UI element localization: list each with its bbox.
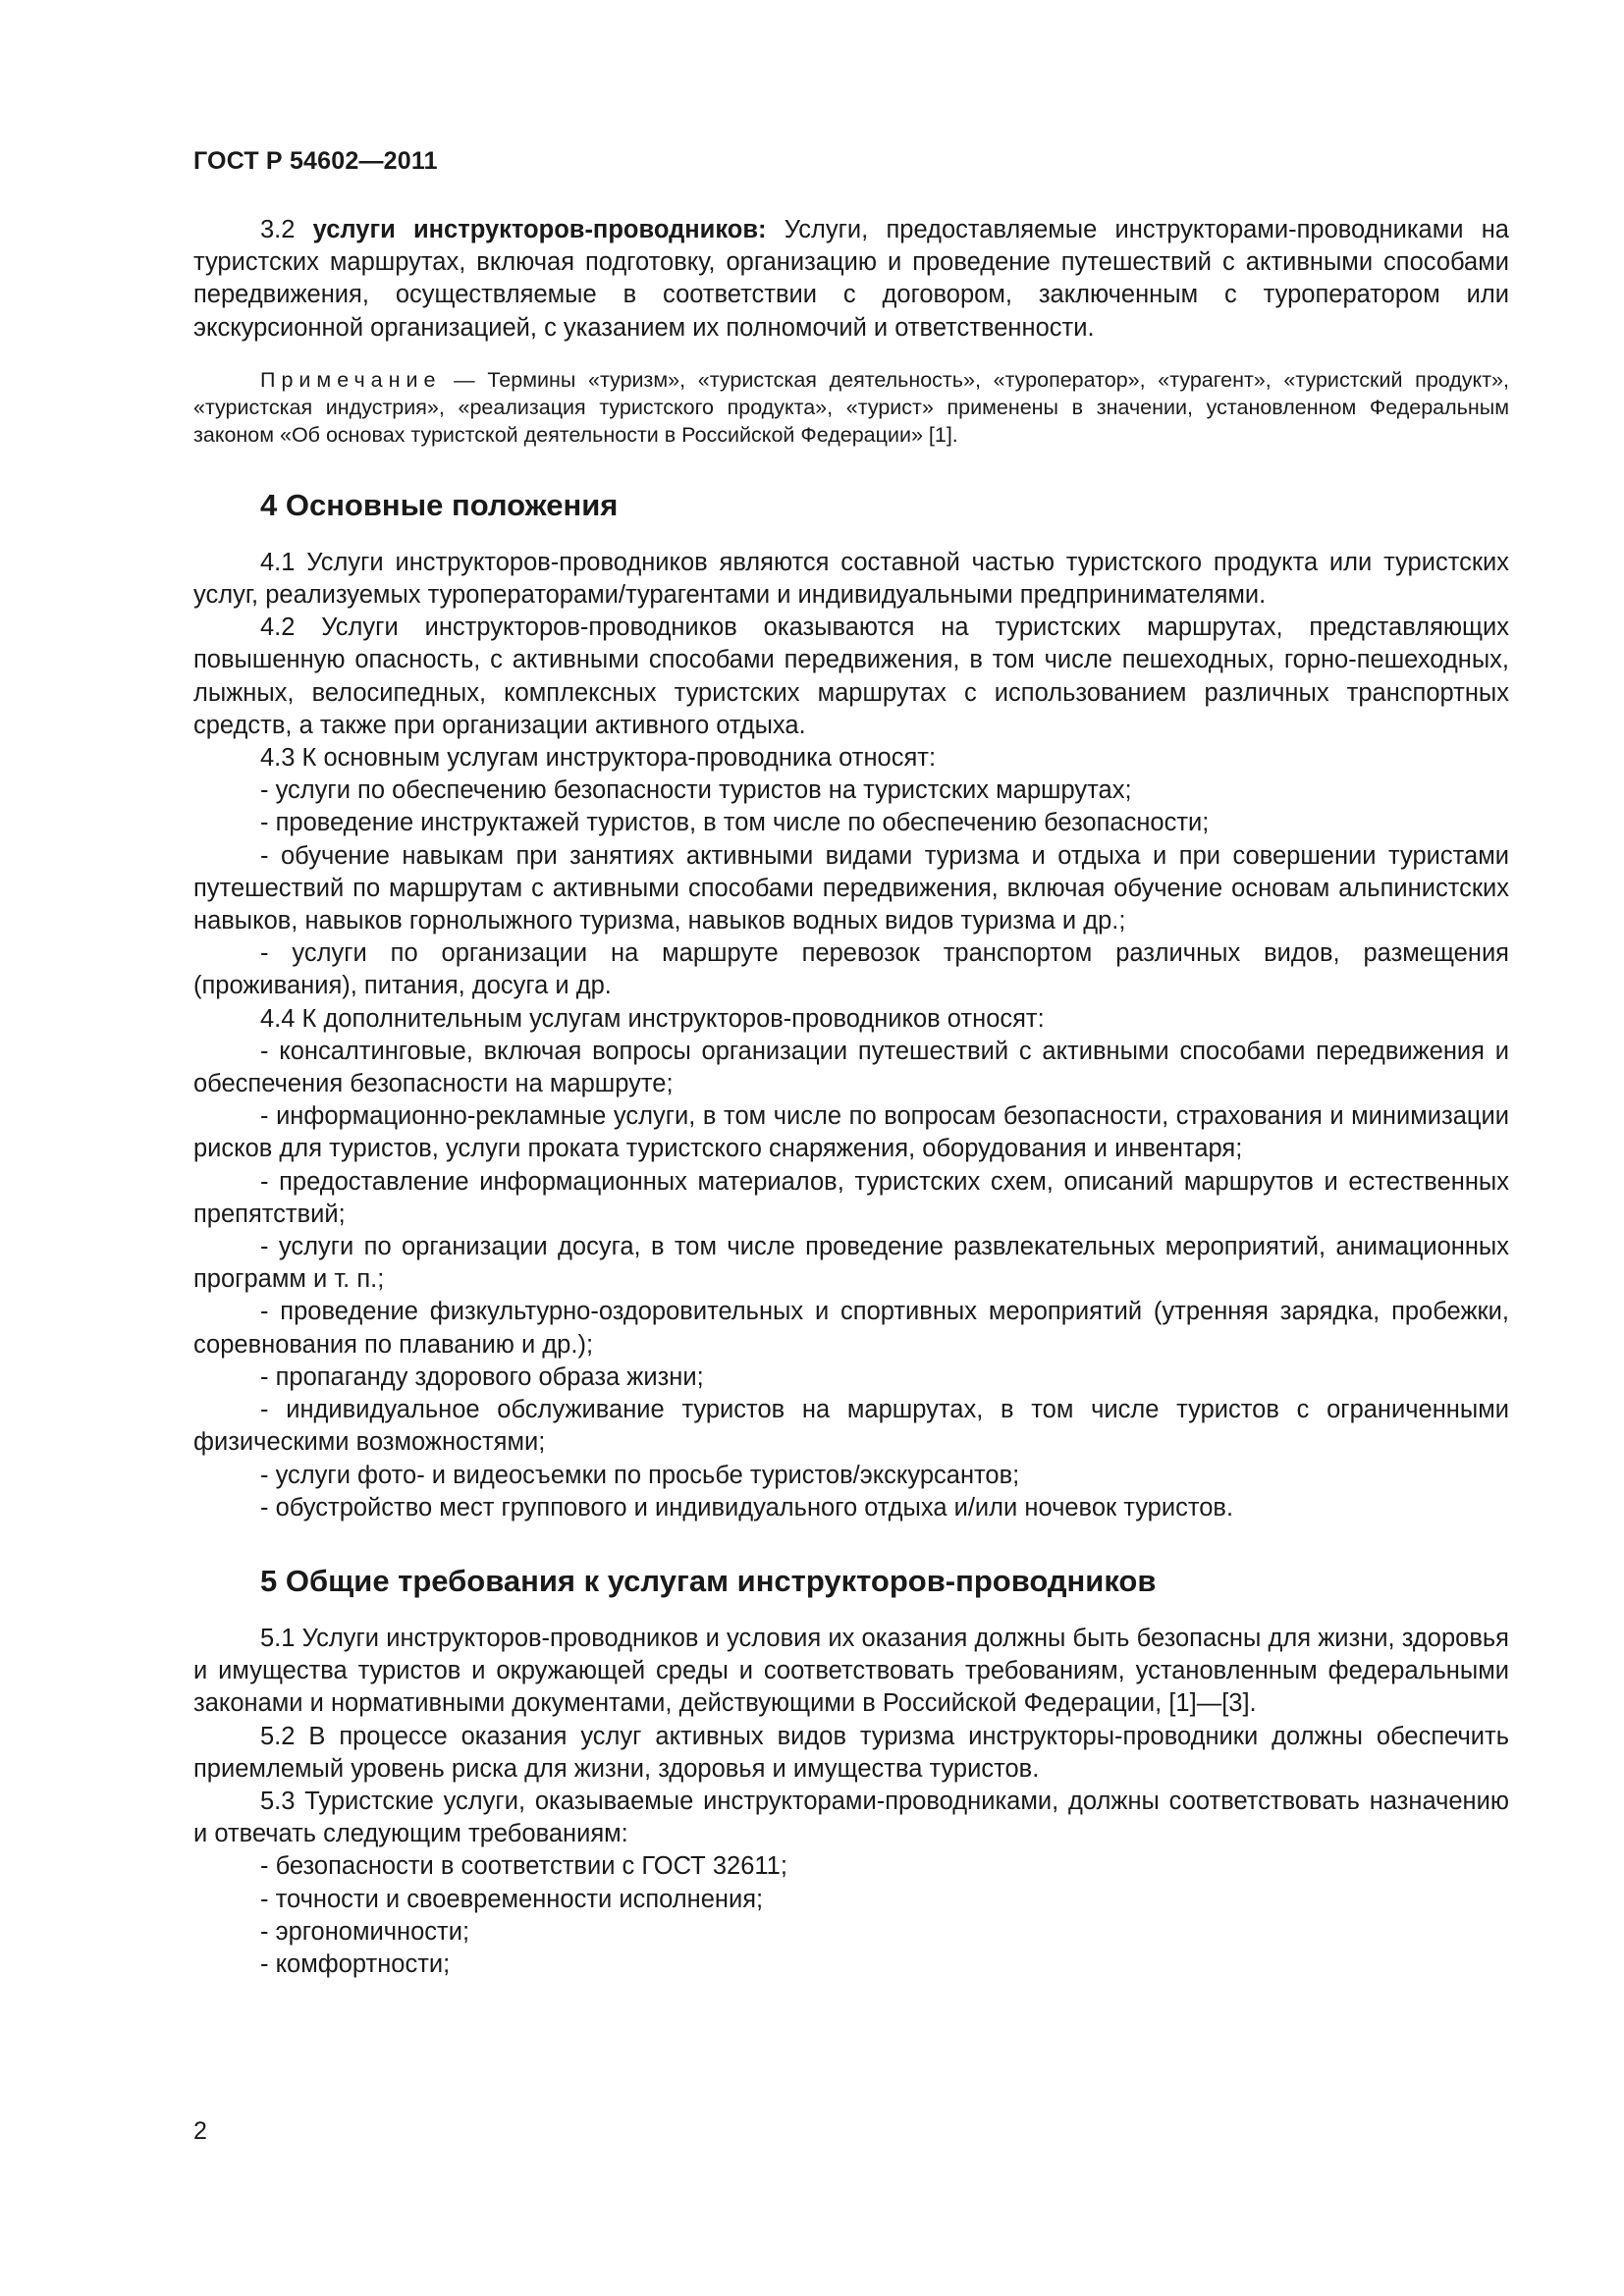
list-item: - услуги по организации на маршруте перевозок транспортом различных видов, размещения (проживания), питания, досуга и др. — [193, 939, 1509, 1000]
list-item: - услуги по организации досуга, в том числе проведение развлекательных мероприятий, анимационных программ и т. п.; — [193, 1233, 1509, 1294]
list-item: - безопасности в соответствии с ГОСТ 32611; — [260, 1852, 787, 1881]
section-5-title: 5 Общие требования к услугам инструкторов-проводников — [260, 1563, 1157, 1598]
page-body — [193, 214, 1509, 1981]
list-item: - предоставление информационных материалов, туристских схем, описаний маршрутов и естественных препятствий; — [193, 1167, 1509, 1228]
section-4-title: 4 Основные положения — [260, 487, 619, 522]
note-text: — Термины «туризм», «туристская деятельность», «туроператор», «турагент», «туристский продукт», «туристская индустрия», «реализация туристского продукта», «турист» применены в значении, установленном Федеральным законом «Об основах туристской деятельности в Российской Федерации» [1]. — [193, 367, 1509, 447]
list-item: - консалтинговые, включая вопросы организации путешествий с активными способами передвижения и обеспечения безопасности на маршруте; — [193, 1037, 1509, 1098]
document-code: ГОСТ Р 54602—2011 — [193, 147, 438, 175]
clause-term: услуги инструкторов-проводников: — [312, 216, 767, 243]
paragraph-4-1: 4.1 Услуги инструкторов-проводников являются составной частью туристского продукта или туристских услуг, реализуемых туроператорами/турагентами и индивидуальными предпринимателями. — [193, 548, 1509, 610]
page-number: 2 — [193, 2117, 207, 2145]
clause-definition: Услуги, предоставляемые инструкторами-проводниками на туристских маршрутах, включая подготовку, организацию и проведение путешествий с активными способами передвижения, осуществляемые в соответствии с договором, заключенным с туроператором или экскурсионной организацией, с указанием их полномочий и ответственности. — [193, 216, 1509, 342]
paragraph-4-3: 4.3 К основным услугам инструктора-проводника относят: — [260, 744, 937, 773]
paragraph-5-2: 5.2 В процессе оказания услуг активных видов туризма инструкторы-проводники должны обеспечить приемлемый уровень риска для жизни, здоровья и имущества туристов. — [193, 1722, 1509, 1783]
list-item: - услуги по обеспечению безопасности туристов на туристских маршрутах; — [260, 776, 1132, 805]
paragraph-5-1: 5.1 Услуги инструкторов-проводников и условия их оказания должны быть безопасны для жизни, здоровья и имущества туристов и окружающей среды и соответствовать требованиям, установленным федеральными законами и нормативными документами, действующими в Российской Федерации, [1]—[3]. — [193, 1624, 1509, 1718]
list-item: - обустройство мест группового и индивидуального отдыха и/или ночевок туристов. — [260, 1493, 1234, 1522]
clause-3-2 — [193, 214, 1509, 345]
list-item: - проведение физкультурно-оздоровительных и спортивных мероприятий (утренняя зарядка, пробежки, соревнования по плаванию и др.); — [193, 1298, 1509, 1359]
paragraph-4-2: 4.2 Услуги инструкторов-проводников оказываются на туристских маршрутах, представляющих повышенную опасность, с активными способами передвижения, в том числе пешеходных, горно-пешеходных, лыжных, велосипедных, комплексных туристских маршрутах с использованием различных транспортных средств, а также при организации активного отдыха. — [193, 614, 1509, 739]
list-item: - информационно-рекламные услуги, в том числе по вопросам безопасности, страхования и минимизации рисков для туристов, услуги проката туристского снаряжения, оборудования и инвентаря; — [193, 1102, 1509, 1163]
list-item: - обучение навыкам при занятиях активными видами туризма и отдыха и при совершении туристами путешествий по маршрутам с активными способами передвижения, включая обучение основам альпинистских навыков, навыков горнолыжного туризма, навыков водных видов туризма и др.; — [193, 841, 1509, 935]
list-item: - услуги фото- и видеосъемки по просьбе туристов/экскурсантов; — [260, 1461, 1020, 1489]
list-item: - эргономичности; — [260, 1917, 470, 1946]
list-item: - комфортности; — [260, 1949, 451, 1978]
paragraph-5-3: 5.3 Туристские услуги, оказываемые инструкторами-проводниками, должны соответствовать назначению и отвечать следующим требованиям: — [193, 1787, 1509, 1848]
list-item: - проведение инструктажей туристов, в том числе по обеспечению безопасности; — [260, 809, 1210, 837]
list-item: - пропаганду здорового образа жизни; — [260, 1362, 704, 1391]
list-item: - индивидуальное обслуживание туристов на маршрутах, в том числе туристов с ограниченными физическими возможностями; — [193, 1396, 1509, 1457]
clause-number: 3.2 — [260, 216, 296, 243]
note — [193, 366, 1509, 449]
note-label: Примечание — [260, 367, 442, 392]
paragraph-4-4: 4.4 К дополнительным услугам инструкторов-проводников относят: — [260, 1004, 1045, 1033]
list-item: - точности и своевременности исполнения; — [260, 1885, 764, 1913]
